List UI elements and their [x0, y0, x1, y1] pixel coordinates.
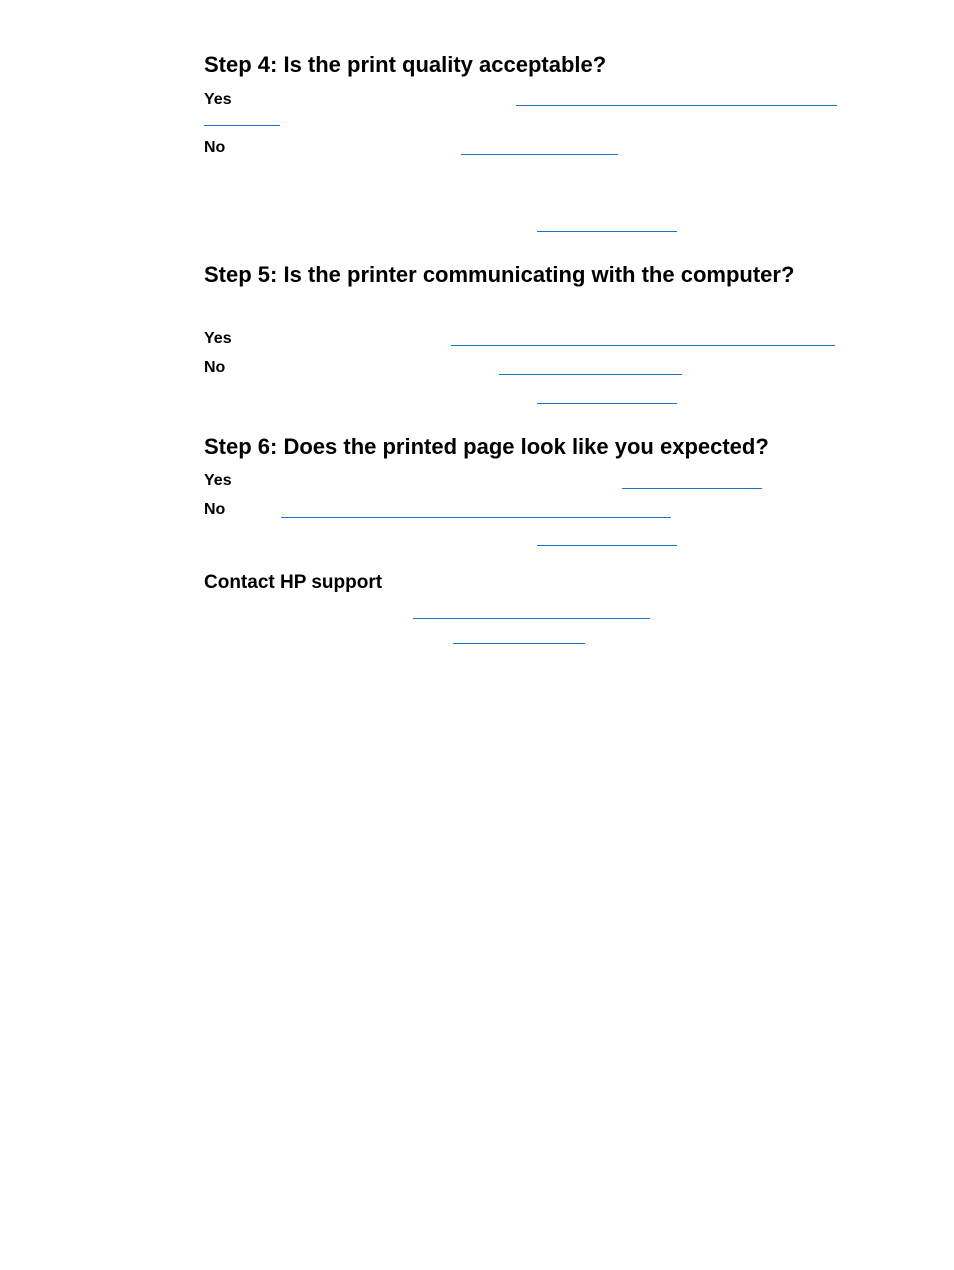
step-6-yes-link[interactable]: [622, 488, 762, 489]
step-5-yes-link[interactable]: [451, 345, 835, 346]
contact-extra-link[interactable]: [453, 643, 585, 644]
step-4-yes-label: Yes: [204, 91, 232, 108]
step-4-heading: Step 4: Is the print quality acceptable?: [204, 52, 607, 77]
step-4-yes-link[interactable]: [516, 105, 837, 106]
step-4-no-label: No: [204, 139, 226, 156]
step-6-yes-label: Yes: [204, 472, 232, 489]
step-5-no-label: No: [204, 359, 226, 376]
contact-heading: Contact HP support: [204, 572, 383, 593]
contact-support-link[interactable]: [413, 618, 650, 619]
step-6-no-label: No: [204, 501, 226, 518]
step-6-no-link[interactable]: [281, 517, 671, 518]
step-5-extra-link[interactable]: [537, 403, 677, 404]
step-4-no-link[interactable]: [461, 154, 618, 155]
step-4-extra-link[interactable]: [537, 231, 677, 232]
step-5-no-link[interactable]: [499, 374, 682, 375]
step-6-extra-link[interactable]: [537, 545, 677, 546]
step-5-yes-label: Yes: [204, 330, 232, 347]
step-4-yes-link-continued[interactable]: [204, 125, 280, 126]
step-5-heading: Step 5: Is the printer communicating with the computer?: [204, 262, 795, 287]
step-6-heading: Step 6: Does the printed page look like you expected?: [204, 434, 769, 459]
